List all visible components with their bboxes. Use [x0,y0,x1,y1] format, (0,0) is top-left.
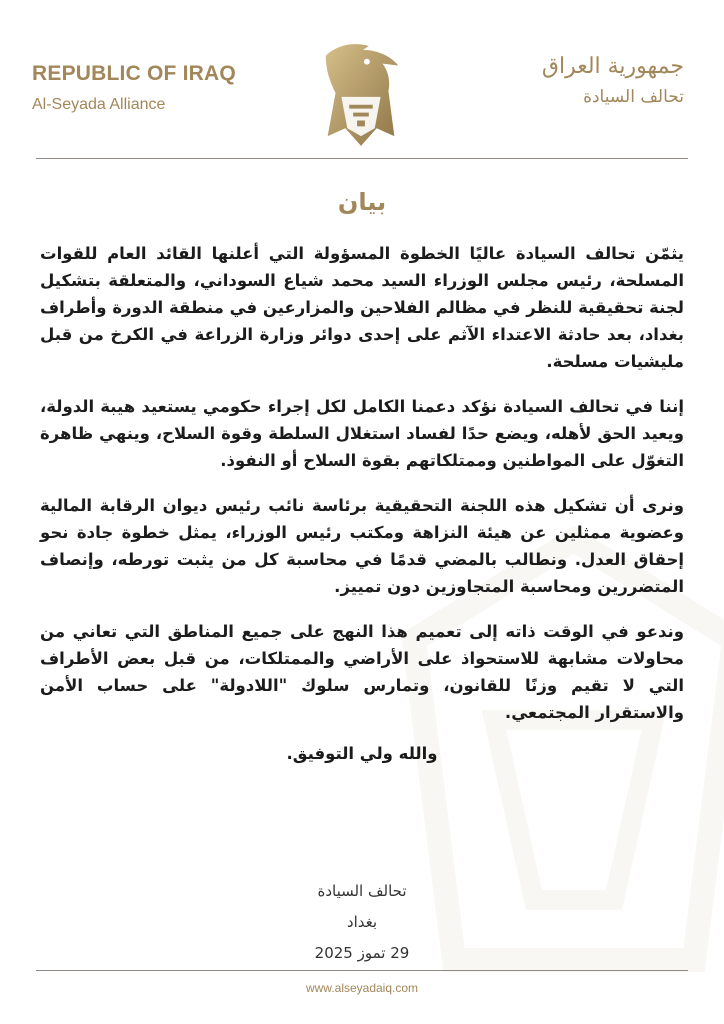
paragraph-4: وندعو في الوقت ذاته إلى تعميم هذا النهج على جميع المناطق التي تعاني من محاولات مشابهة للاستحواذ على الأراضي والممتلكات، من قبل بعض الأطراف التي لا تقيم وزنًا للقانون، وتمارس سلوك "اللادولة" على حساب الأمن والاستقرار المجتمعي. [40,622,684,722]
statement-body [40,240,684,763]
footer-divider [36,970,688,971]
signature-org: تحالف السيادة [317,882,407,900]
signature-city: بغداد [346,913,378,931]
english-subtitle: Al-Seyada Alliance [32,96,166,113]
letterhead [0,0,724,160]
arabic-letterhead [464,54,684,107]
header-divider [36,158,688,159]
signature-block [0,876,724,969]
eagle-emblem-icon [312,38,410,148]
signature-date: 29 تموز 2025 [314,944,410,962]
paragraph-2: إننا في تحالف السيادة نؤكد دعمنا الكامل لكل إجراء حكومي يستعيد هيبة الدولة، ويعيد الحق لأهله، ويضع حدًا لفساد استغلال السلطة وقوة السلاح، وينهي ظاهرة التغوّل على المواطنين وممتلكاتهم بقوة السلاح أو النفوذ. [40,397,684,470]
statement-title: بيان [337,188,387,216]
closing-line: والله ولي التوفيق. [286,744,438,763]
arabic-subtitle: تحالف السيادة [583,87,684,107]
paragraph-3: ونرى أن تشكيل هذه اللجنة التحقيقية برئاسة نائب رئيس ديوان الرقابة المالية وعضوية ممثلين عن هيئة النزاهة ومكتب رئيس الوزراء، يمثل خطوة جادة نحو إحقاق العدل. ونطالب بالمضي قدمًا في محاسبة كل من يثبت تورطه، وإنصاف المتضررين ومحاسبة المتجاوزين دون تمييز. [40,496,684,596]
english-title: REPUBLIC OF IRAQ [32,62,236,85]
paragraph-1: يثمّن تحالف السيادة عاليًا الخطوة المسؤولة التي أعلنها القائد العام للقوات المسلحة، رئيس مجلس الوزراء السيد محمد شياع السوداني، والمتعلقة بتشكيل لجنة تحقيقية للنظر في مظالم الفلاحين والمزارعين في منطقة الدورة وأطراف بغداد، بعد حادثة الاعتداء الآثم على إحدى دوائر وزارة الزراعة في الكرخ من قبل مليشيات مسلحة. [40,244,684,371]
english-letterhead [32,62,272,114]
arabic-title: جمهورية العراق [541,54,684,79]
footer-website-link[interactable]: www.alseyadaiq.com [305,981,419,995]
